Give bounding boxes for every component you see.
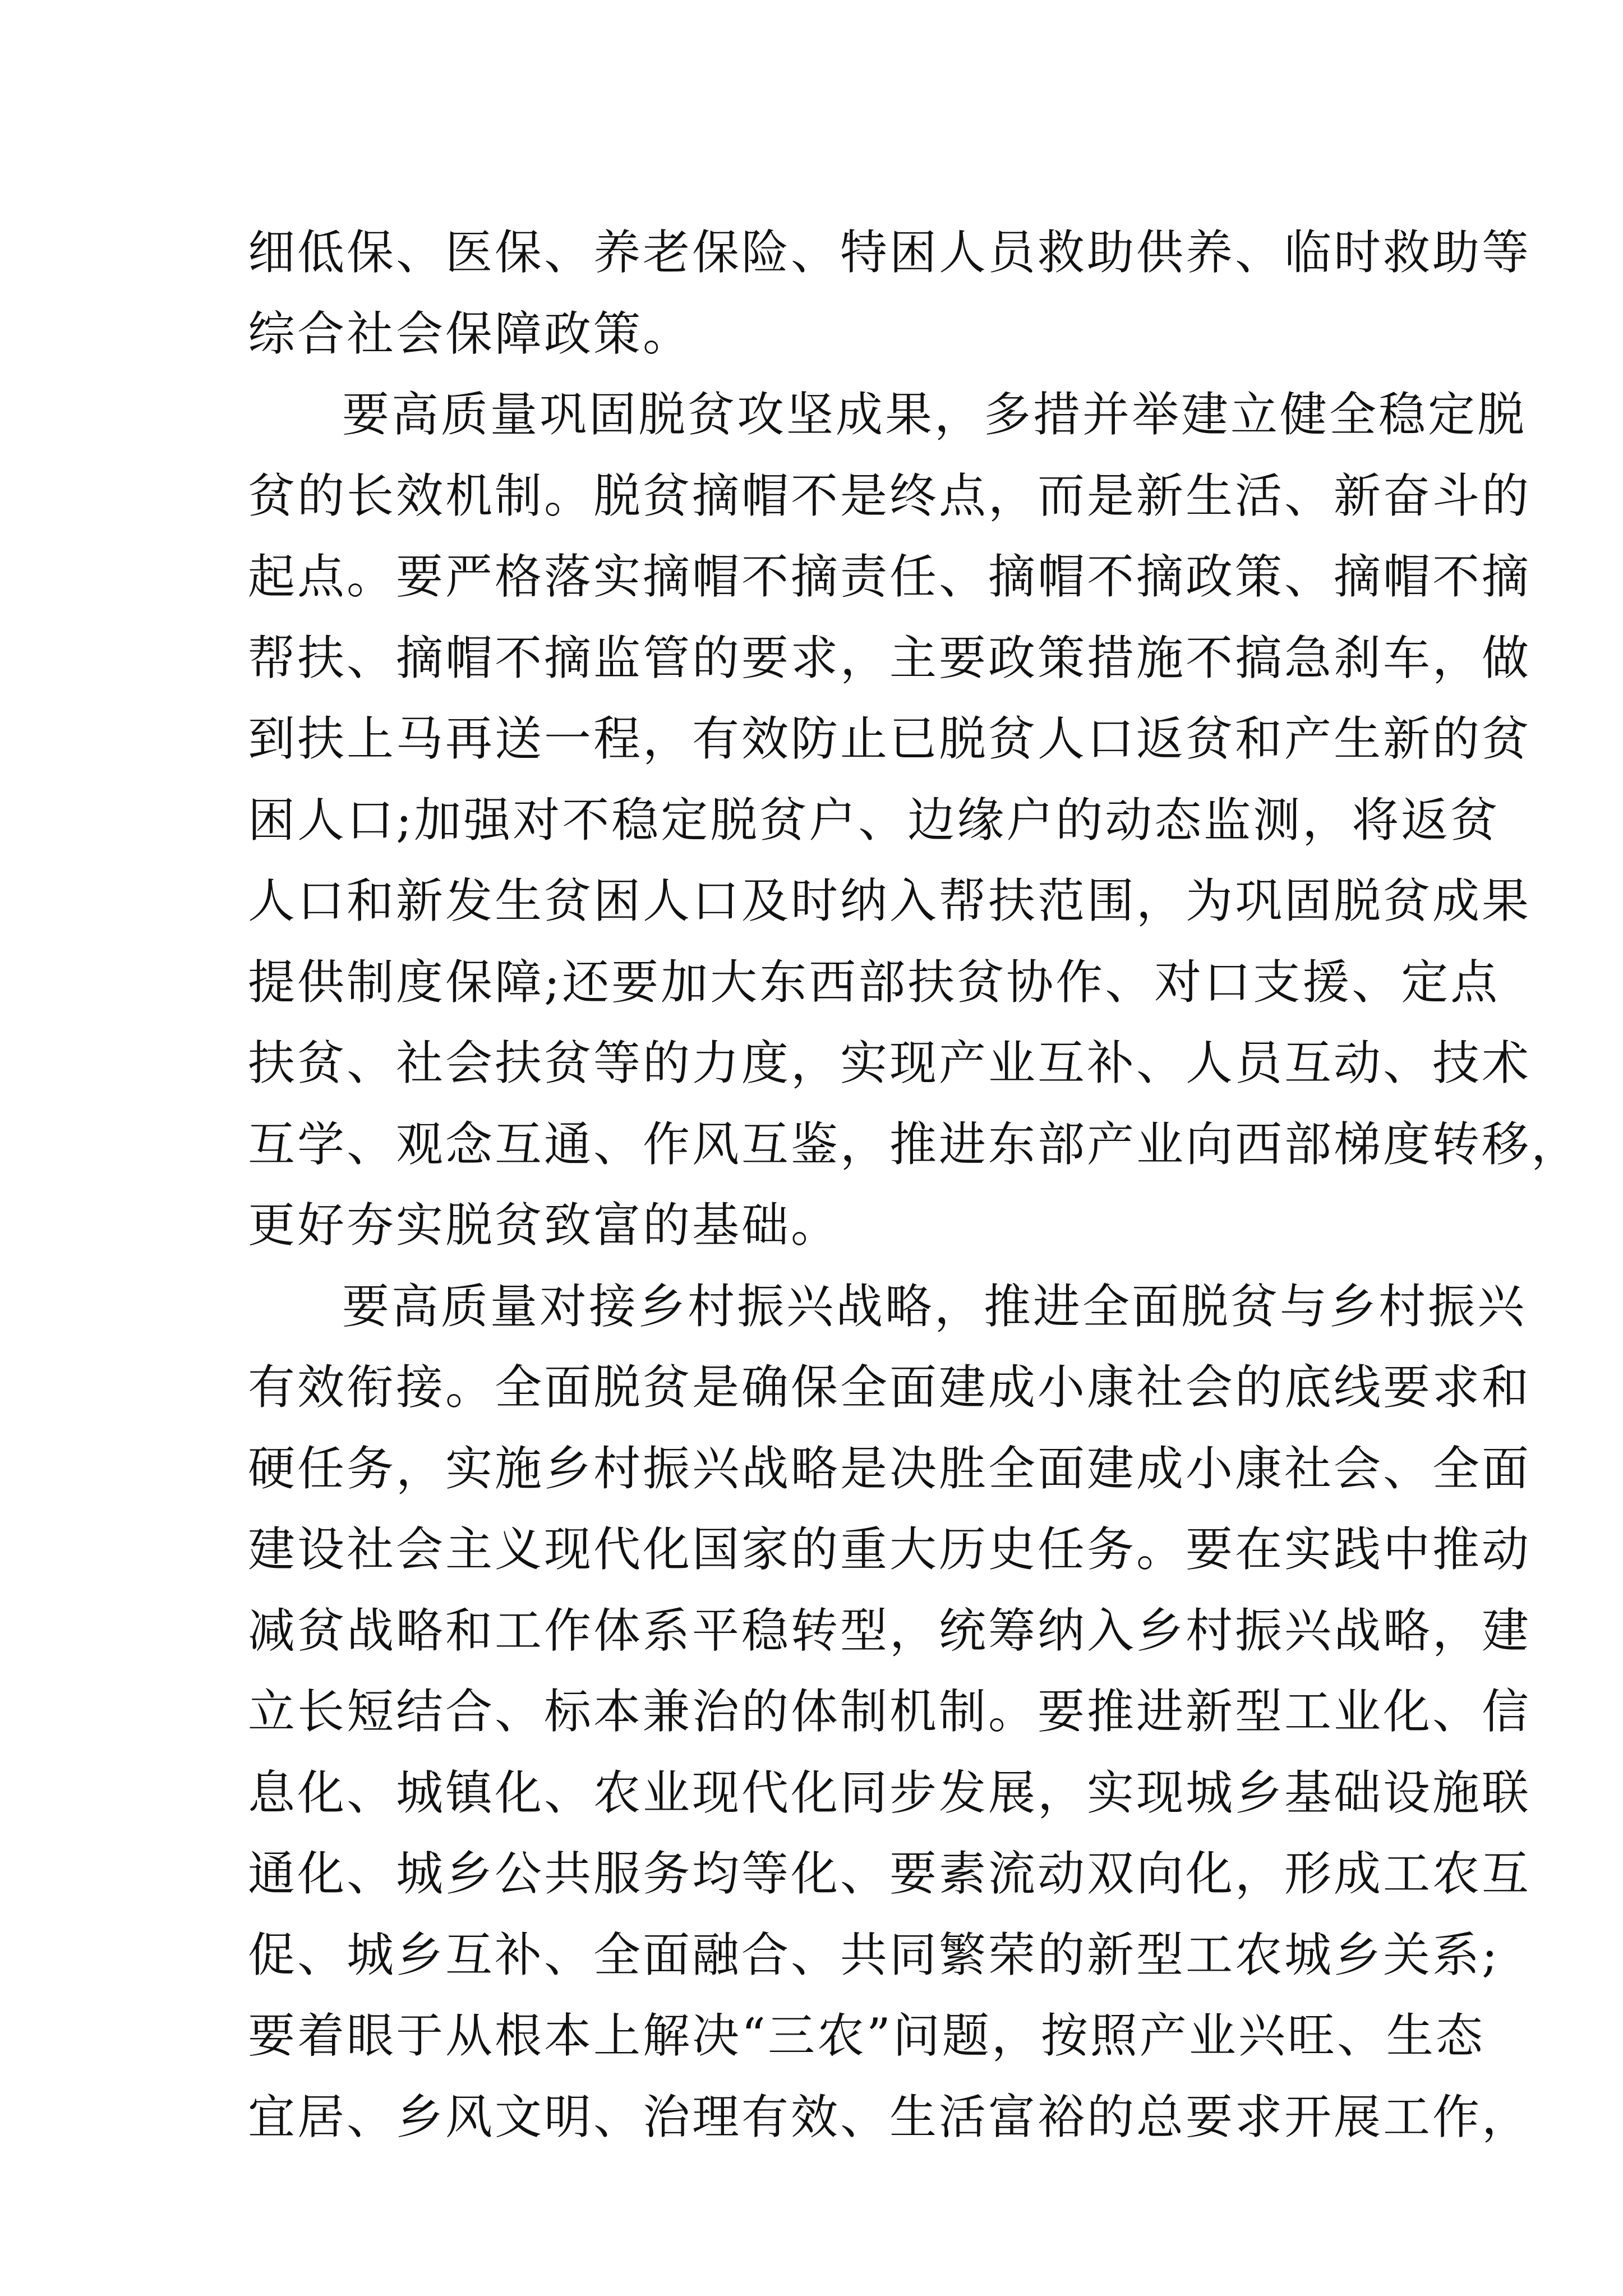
text-line: 硬任务，实施乡村振兴战略是决胜全面建成小康社会、全面 bbox=[248, 1441, 1532, 1496]
text-line: 更好夯实脱贫致富的基础。 bbox=[248, 1198, 841, 1253]
text-line: 扶贫、社会扶贫等的力度，实现产业互补、人员互动、技术 bbox=[248, 1036, 1532, 1091]
text-line: 综合社会保障政策。 bbox=[248, 306, 693, 361]
text-line: 要着眼于从根本上解决“三农”问题，按照产业兴旺、生态 bbox=[248, 2008, 1485, 2063]
text-line: 建设社会主义现代化国家的重大历史任务。要在实践中推动 bbox=[248, 1522, 1532, 1577]
text-line: 提供制度保障;还要加大东西部扶贫协作、对口支援、定点 bbox=[248, 954, 1500, 1010]
text-line: 人口和新发生贫困人口及时纳入帮扶范围，为巩固脱贫成果 bbox=[248, 873, 1532, 928]
text-line: 帮扶、摘帽不摘监管的要求，主要政策措施不搞急刹车，做 bbox=[248, 630, 1532, 685]
text-line: 起点。要严格落实摘帽不摘责任、摘帽不摘政策、摘帽不摘 bbox=[248, 549, 1532, 604]
text-line: 细低保、医保、养老保险、特困人员救助供养、临时救助等 bbox=[248, 225, 1532, 280]
text-line: 促、城乡互补、全面融合、共同繁荣的新型工农城乡关系; bbox=[248, 1927, 1500, 1982]
document-body bbox=[248, 212, 1581, 2157]
text-line: 减贫战略和工作体系平稳转型，统筹纳入乡村振兴战略，建 bbox=[248, 1603, 1532, 1658]
text-line: 有效衔接。全面脱贫是确保全面建成小康社会的底线要求和 bbox=[248, 1360, 1532, 1415]
text-line: 到扶上马再送一程，有效防止已脱贫人口返贫和产生新的贫 bbox=[248, 711, 1532, 766]
text-line: 困人口;加强对不稳定脱贫户、边缘户的动态监测，将返贫 bbox=[248, 792, 1500, 848]
paragraph-first-line: 要高质量巩固脱贫攻坚成果，多措并举建立健全稳定脱 bbox=[342, 387, 1527, 442]
text-line: 互学、观念互通、作风互鉴，推进东部产业向西部梯度转移， bbox=[248, 1116, 1581, 1172]
paragraph-first-line: 要高质量对接乡村振兴战略，推进全面脱贫与乡村振兴 bbox=[342, 1278, 1527, 1334]
text-line: 息化、城镇化、农业现代化同步发展，实现城乡基础设施联 bbox=[248, 1765, 1532, 1820]
text-line: 宜居、乡风文明、治理有效、生活富裕的总要求开展工作， bbox=[248, 2089, 1532, 2145]
text-line: 立长短结合、标本兼治的体制机制。要推进新型工业化、信 bbox=[248, 1684, 1532, 1739]
text-line: 通化、城乡公共服务均等化、要素流动双向化，形成工农互 bbox=[248, 1846, 1532, 1901]
text-line: 贫的长效机制。脱贫摘帽不是终点，而是新生活、新奋斗的 bbox=[248, 468, 1532, 523]
